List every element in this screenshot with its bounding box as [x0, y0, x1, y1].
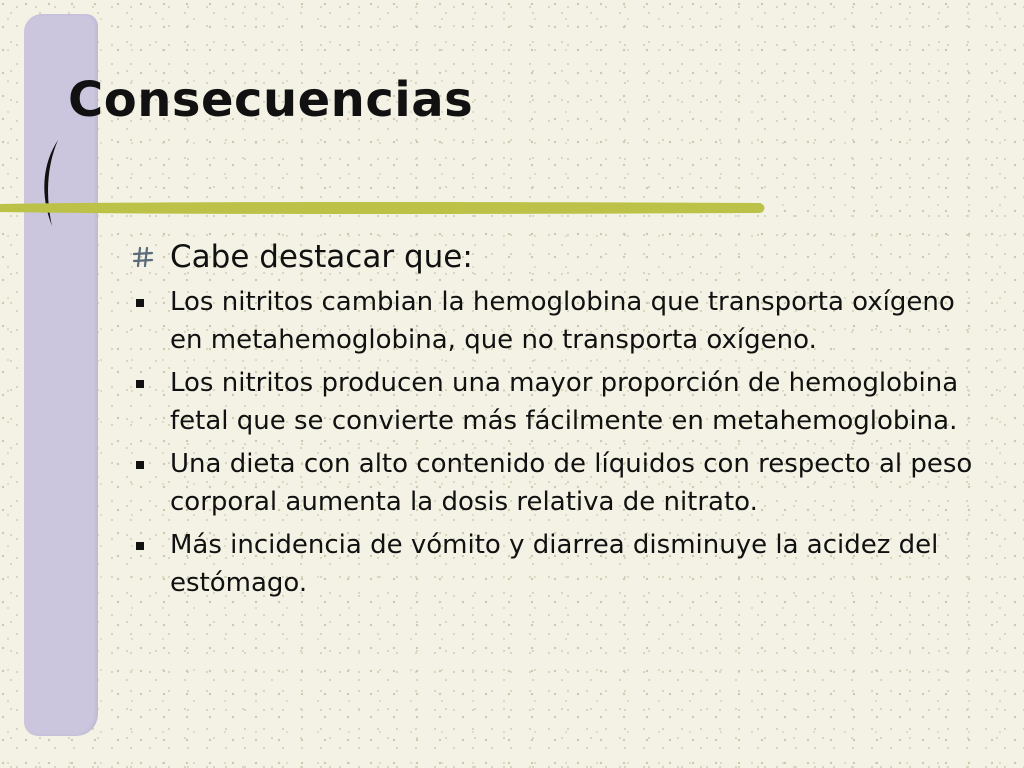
- slide-title: Consecuencias: [68, 72, 474, 128]
- list-item: [130, 284, 990, 359]
- lead-line: [130, 236, 990, 278]
- bullet-list: [130, 284, 990, 602]
- square-bullet-icon: [136, 542, 144, 550]
- slide-content: [130, 236, 990, 608]
- square-bullet-icon: [136, 299, 144, 307]
- bullet-text: Una dieta con alto contenido de líquidos con respecto al peso corporal aumenta la dosis relativa de nitrato.: [170, 449, 973, 517]
- list-item: [130, 527, 990, 602]
- title-underline-rule: [0, 198, 768, 218]
- list-item: [130, 446, 990, 521]
- bullet-text: Más incidencia de vómito y diarrea disminuye la acidez del estómago.: [170, 530, 939, 598]
- list-item: [130, 365, 990, 440]
- square-bullet-icon: [136, 380, 144, 388]
- hash-star-icon: [132, 246, 154, 268]
- square-bullet-icon: [136, 461, 144, 469]
- bullet-text: Los nitritos producen una mayor proporción de hemoglobina fetal que se convierte más fácilmente en metahemoglobina.: [170, 368, 959, 436]
- bullet-text: Los nitritos cambian la hemoglobina que transporta oxígeno en metahemoglobina, que no transporta oxígeno.: [170, 287, 955, 355]
- lead-text: Cabe destacar que:: [170, 239, 473, 275]
